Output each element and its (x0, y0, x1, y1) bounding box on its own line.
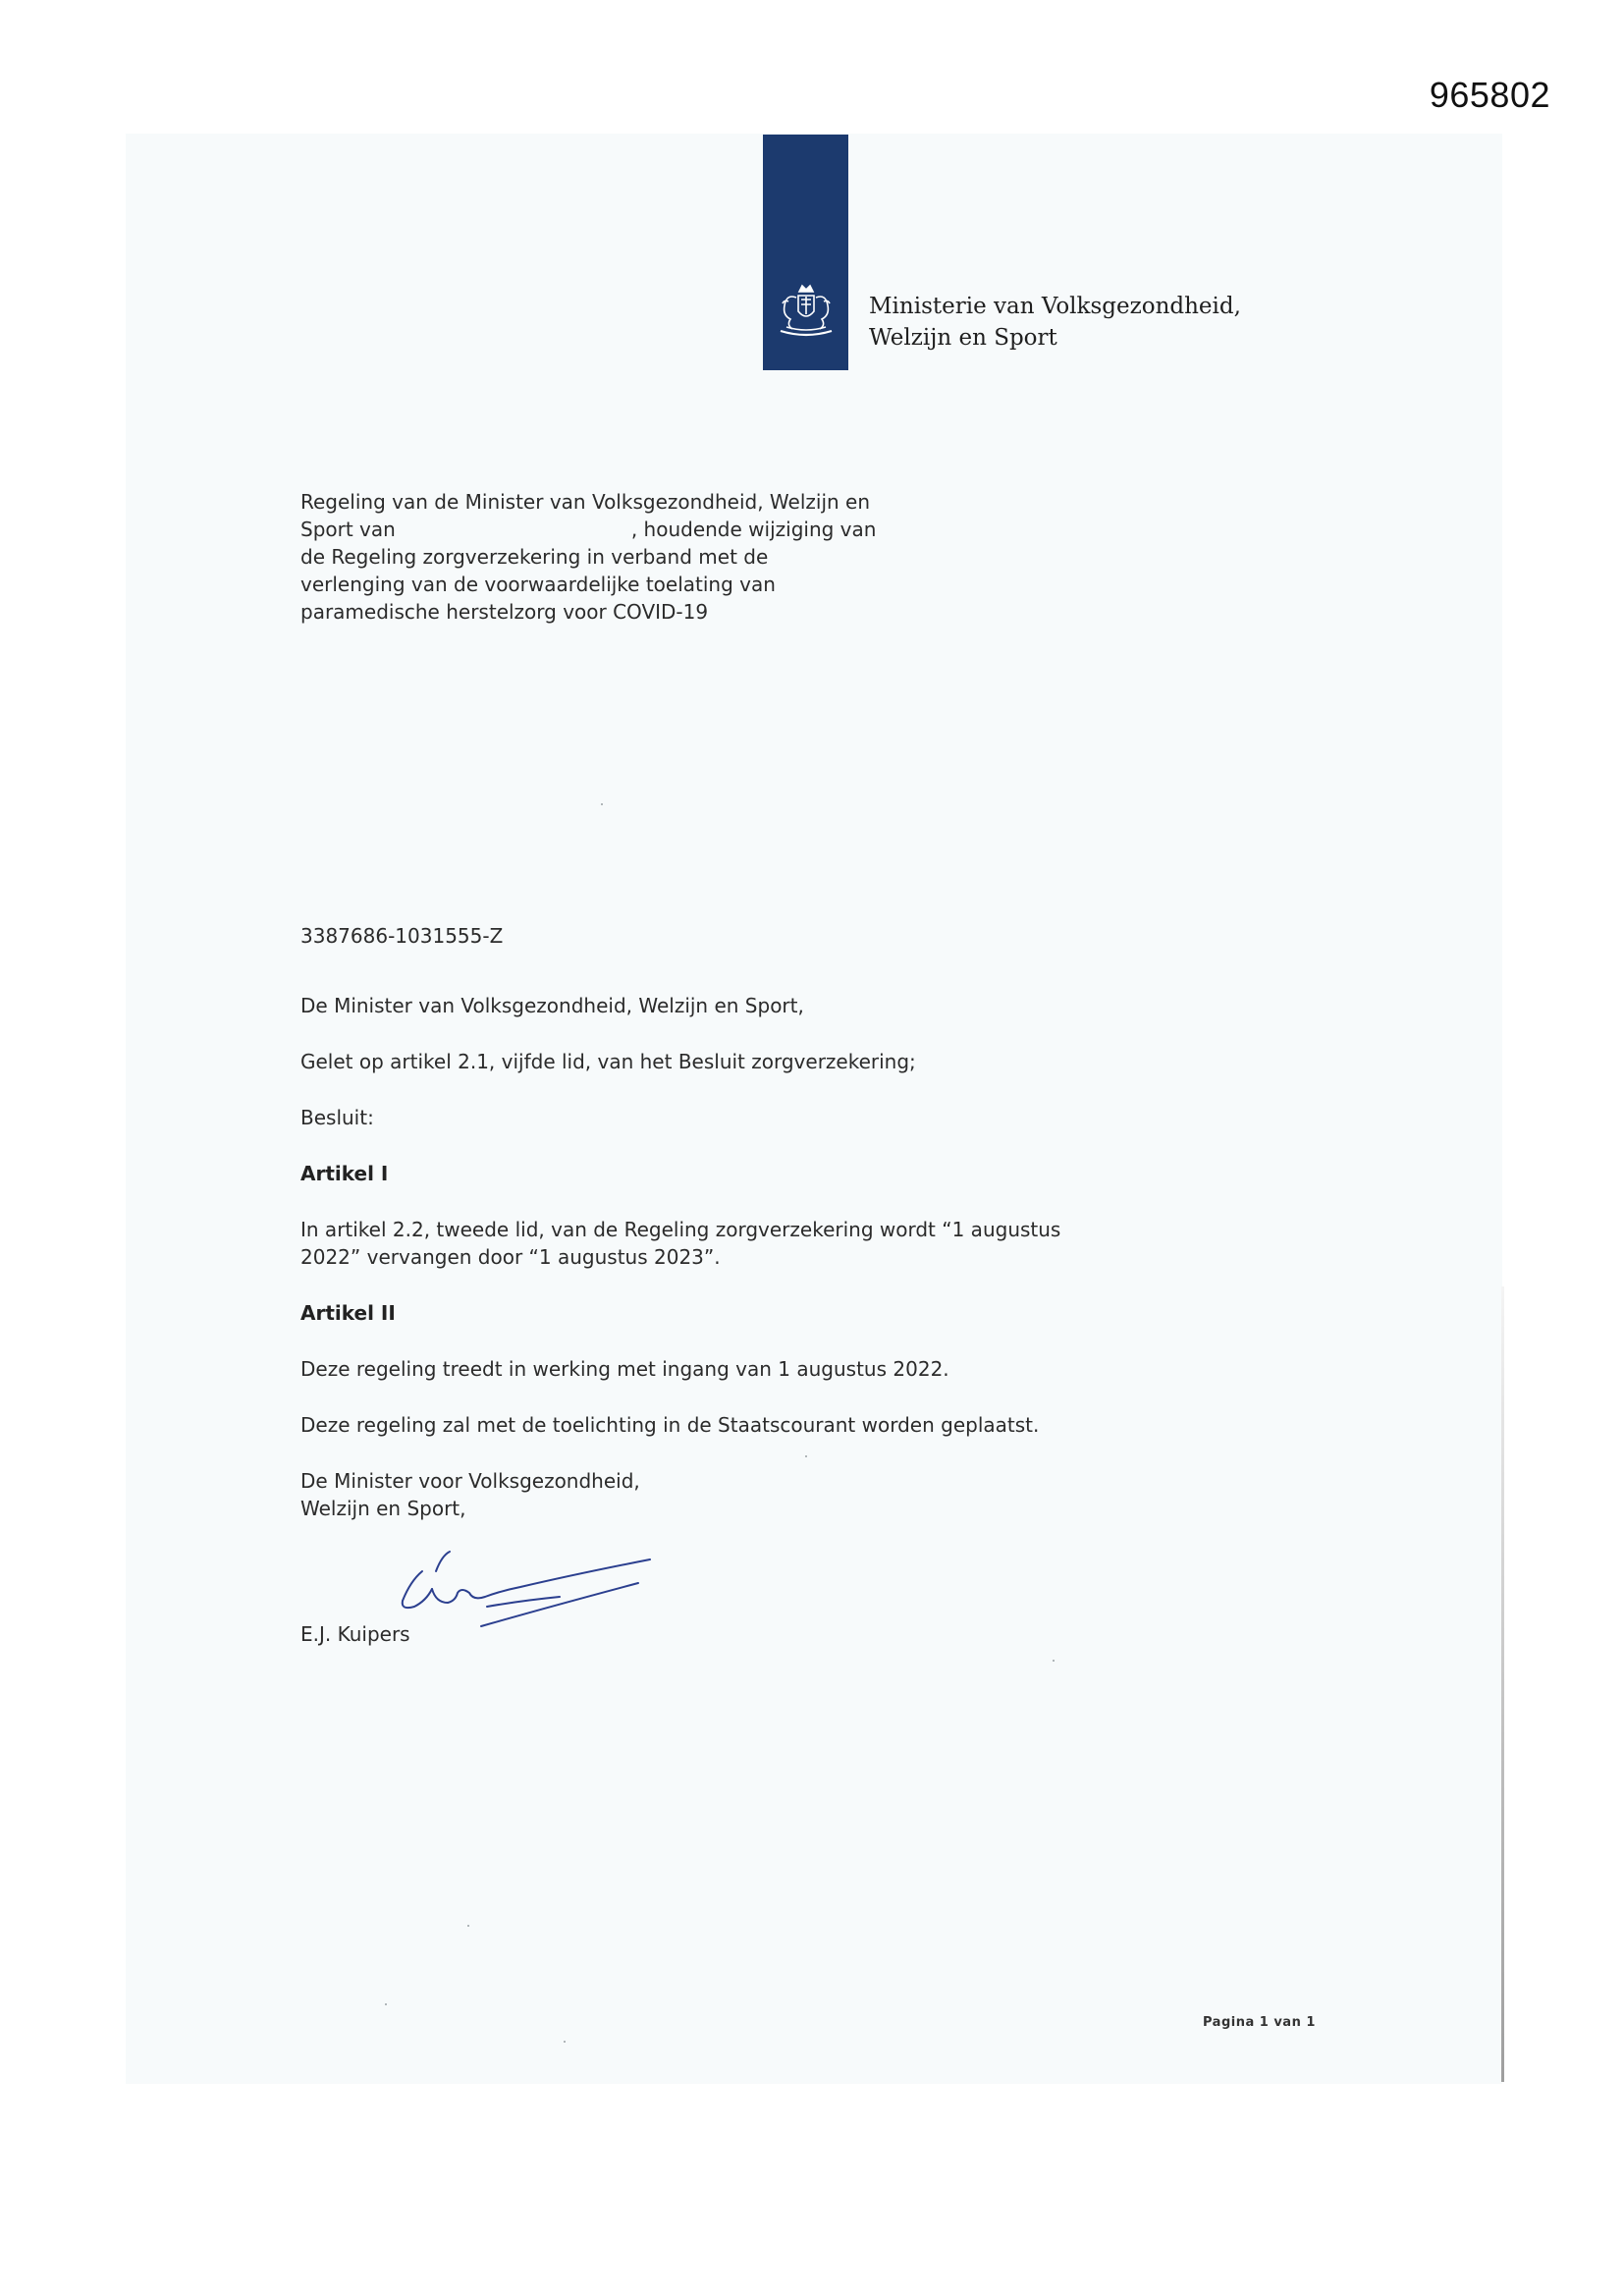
scan-speck (805, 1455, 807, 1457)
title-line-2 (300, 516, 968, 543)
scan-edge-shadow (1501, 1286, 1504, 2082)
coat-of-arms-icon (773, 282, 839, 343)
scan-speck (1053, 1660, 1055, 1662)
regulation-title (300, 488, 968, 626)
article-2-text: Deze regeling treedt in werking met ingang van 1 augustus 2022. (300, 1357, 949, 1381)
scan-speck (601, 803, 603, 805)
preamble-minister: De Minister van Volksgezondheid, Welzijn en Sport, (300, 994, 804, 1017)
scan-speck (385, 2003, 387, 2005)
title-line-2-end: , houdende wijziging van (630, 518, 877, 541)
minister-signature (393, 1512, 668, 1640)
article-2-heading: Artikel II (300, 1301, 396, 1325)
article-1-text (300, 1216, 1060, 1271)
title-line-2-start: Sport van (300, 518, 396, 541)
title-line-1: Regeling van de Minister van Volksgezondheid, Welzijn en (300, 490, 871, 514)
title-line-5: paramedische herstelzorg voor COVID-19 (300, 600, 709, 624)
publication-clause: Deze regeling zal met de toelichting in de Staatscourant worden geplaatst. (300, 1413, 1040, 1437)
ministry-name-line-2: Welzijn en Sport (869, 325, 1057, 351)
ministry-name-line-1: Ministerie van Volksgezondheid, (869, 294, 1241, 319)
closing-line-1: De Minister voor Volksgezondheid, (300, 1469, 640, 1493)
signatory-name: E.J. Kuipers (300, 1622, 410, 1646)
reference-number: 3387686-1031555-Z (300, 924, 504, 948)
closing-line-2: Welzijn en Sport, (300, 1497, 466, 1520)
rijksoverheid-logo-bar (763, 135, 848, 370)
article-1-line-2: 2022” vervangen door “1 augustus 2023”. (300, 1245, 721, 1269)
document-number: 965802 (1429, 75, 1550, 115)
title-line-4: verlenging van de voorwaardelijke toelating van (300, 573, 776, 596)
page-number: Pagina 1 van 1 (1203, 2015, 1316, 2030)
article-1-line-1: In artikel 2.2, tweede lid, van de Regeling zorgverzekering wordt “1 augustus (300, 1218, 1061, 1241)
scan-speck (467, 1925, 469, 1927)
scan-speck (564, 2041, 566, 2043)
preamble-besluit: Besluit: (300, 1106, 374, 1129)
preamble-gelet-op: Gelet op artikel 2.1, vijfde lid, van het Besluit zorgverzekering; (300, 1050, 916, 1073)
title-line-3: de Regeling zorgverzekering in verband met de (300, 545, 769, 569)
ministry-name (869, 291, 1241, 354)
article-1-heading: Artikel I (300, 1162, 389, 1185)
